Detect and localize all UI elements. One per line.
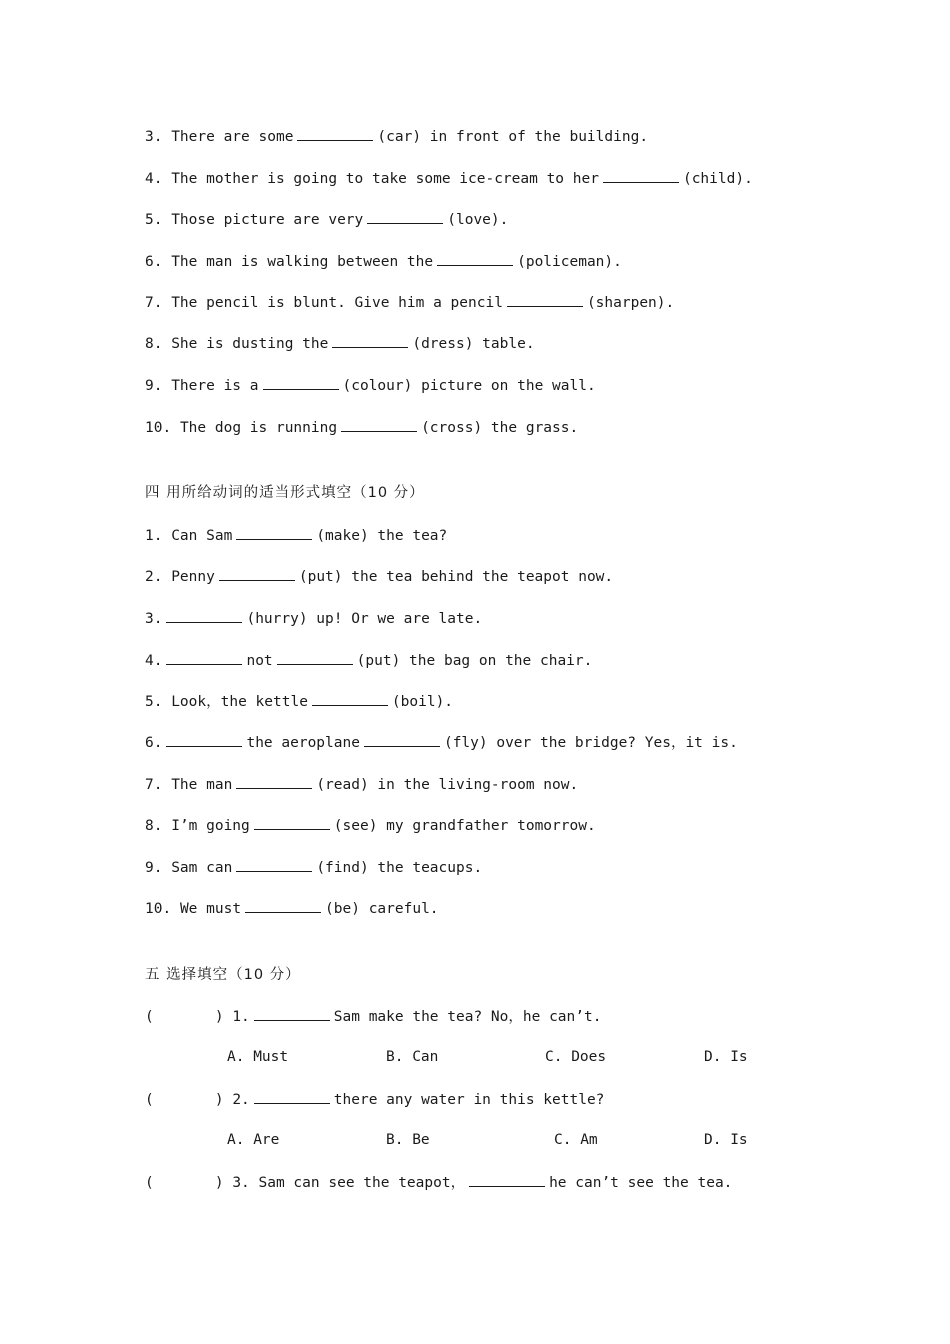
question-3-8: 8. She is dusting the (dress) table. bbox=[145, 333, 535, 354]
question-5-2: ( ) 2. there any water in this kettle? bbox=[145, 1089, 604, 1110]
option-a[interactable]: A. Are bbox=[227, 1132, 280, 1148]
answer-paren[interactable]: ( ) bbox=[145, 1009, 224, 1025]
question-4-4: 4. not (put) the bag on the chair. bbox=[145, 650, 592, 671]
option-c[interactable]: C. Am bbox=[554, 1132, 598, 1148]
question-5-3: ( ) 3. Sam can see the teapot， he can’t see the tea. bbox=[145, 1172, 732, 1193]
question-4-8: 8. I’m going (see) my grandfather tomorrow. bbox=[145, 815, 596, 836]
question-3-6: 6. The man is walking between the (policeman). bbox=[145, 251, 622, 272]
answer-blank[interactable] bbox=[245, 898, 321, 913]
answer-blank[interactable] bbox=[236, 525, 312, 540]
answer-blank[interactable] bbox=[507, 292, 583, 307]
answer-blank[interactable] bbox=[312, 691, 388, 706]
answer-blank[interactable] bbox=[254, 815, 330, 830]
question-4-5: 5. Look，the kettle (boil). bbox=[145, 691, 453, 712]
question-4-6: 6. the aeroplane (fly) over the bridge? Yes，it is. bbox=[145, 732, 738, 753]
answer-blank[interactable] bbox=[166, 608, 242, 623]
question-4-1: 1. Can Sam (make) the tea? bbox=[145, 525, 447, 546]
option-c[interactable]: C. Does bbox=[545, 1049, 607, 1065]
question-3-4: 4. The mother is going to take some ice-cream to her (child). bbox=[145, 168, 753, 189]
answer-blank[interactable] bbox=[254, 1089, 330, 1104]
section-5-title: 五 选择填空（10 分） bbox=[145, 967, 301, 983]
answer-blank[interactable] bbox=[341, 417, 417, 432]
answer-blank[interactable] bbox=[236, 774, 312, 789]
option-b[interactable]: B. Be bbox=[386, 1132, 430, 1148]
answer-blank[interactable] bbox=[236, 857, 312, 872]
option-b[interactable]: B. Can bbox=[386, 1049, 439, 1065]
answer-blank[interactable] bbox=[332, 333, 408, 348]
answer-blank[interactable] bbox=[277, 650, 353, 665]
option-d[interactable]: D. Is bbox=[704, 1049, 748, 1065]
answer-blank[interactable] bbox=[263, 375, 339, 390]
answer-blank[interactable] bbox=[166, 732, 242, 747]
question-4-2: 2. Penny (put) the tea behind the teapot now. bbox=[145, 566, 613, 587]
question-4-7: 7. The man (read) in the living-room now. bbox=[145, 774, 578, 795]
question-4-9: 9. Sam can (find) the teacups. bbox=[145, 857, 482, 878]
question-5-1: ( ) 1. Sam make the tea? No，he can’t. bbox=[145, 1006, 601, 1027]
question-3-3: 3. There are some (car) in front of the building. bbox=[145, 126, 648, 147]
answer-blank[interactable] bbox=[219, 566, 295, 581]
question-3-7: 7. The pencil is blunt. Give him a pencil (sharpen). bbox=[145, 292, 674, 313]
answer-blank[interactable] bbox=[166, 650, 242, 665]
answer-blank[interactable] bbox=[437, 251, 513, 266]
answer-blank[interactable] bbox=[469, 1172, 545, 1187]
answer-paren[interactable]: ( ) bbox=[145, 1092, 224, 1108]
section-4-title: 四 用所给动词的适当形式填空（10 分） bbox=[145, 485, 425, 501]
question-4-10: 10. We must (be) careful. bbox=[145, 898, 439, 919]
option-a[interactable]: A. Must bbox=[227, 1049, 289, 1065]
question-4-3: 3. (hurry) up! Or we are late. bbox=[145, 608, 482, 629]
option-d[interactable]: D. Is bbox=[704, 1132, 748, 1148]
answer-blank[interactable] bbox=[254, 1006, 330, 1021]
question-3-9: 9. There is a (colour) picture on the wall. bbox=[145, 375, 596, 396]
answer-paren[interactable]: ( ) bbox=[145, 1175, 224, 1191]
answer-blank[interactable] bbox=[603, 168, 679, 183]
answer-blank[interactable] bbox=[367, 209, 443, 224]
question-3-10: 10. The dog is running (cross) the grass. bbox=[145, 417, 578, 438]
question-3-5: 5. Those picture are very (love). bbox=[145, 209, 508, 230]
answer-blank[interactable] bbox=[297, 126, 373, 141]
answer-blank[interactable] bbox=[364, 732, 440, 747]
